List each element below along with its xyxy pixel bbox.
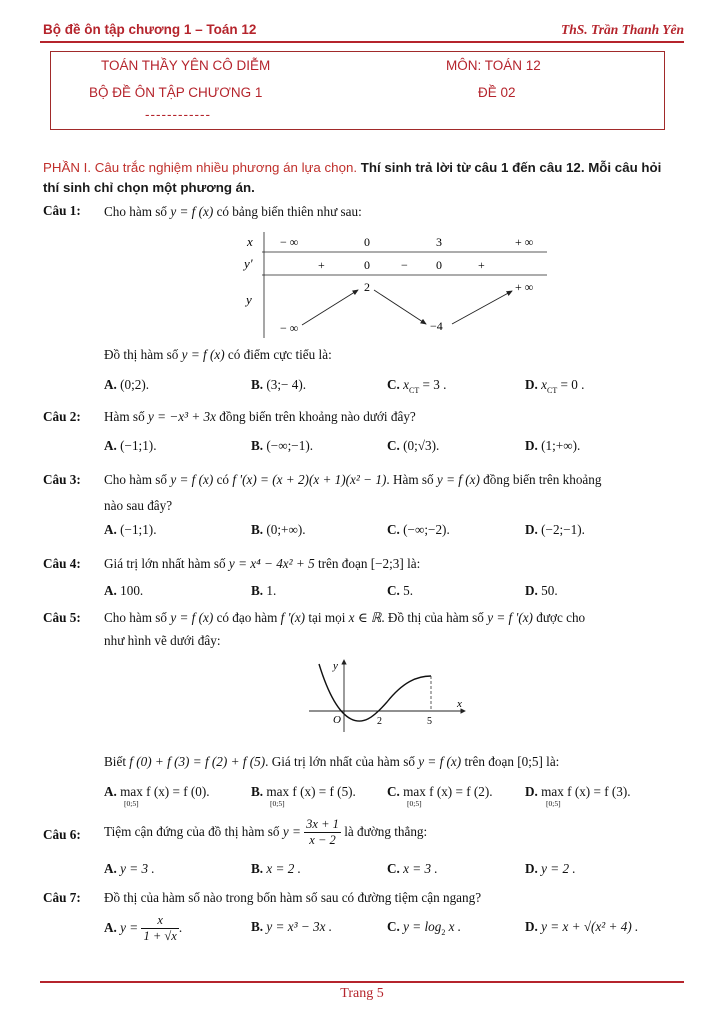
question-6-label: Câu 6: bbox=[43, 827, 81, 842]
vt-sign-3: − bbox=[401, 258, 408, 272]
q5-max-sub-a: [0;5] bbox=[124, 799, 139, 808]
q5-option-a[interactable]: A. max f (x) = f (0). bbox=[104, 784, 210, 799]
vt-x-neg-inf: − ∞ bbox=[280, 235, 299, 249]
q2-option-d[interactable]: D. (1;+∞). bbox=[525, 438, 581, 453]
q1-text-pre: Cho hàm số bbox=[104, 204, 168, 219]
q5-max-sub-b: [0;5] bbox=[270, 799, 285, 808]
vt-y-neg-inf: − ∞ bbox=[280, 321, 299, 335]
graph-x-label: x bbox=[457, 698, 462, 710]
q6-option-a[interactable]: A. y = 3 . bbox=[104, 861, 155, 876]
q6-option-c[interactable]: C. x = 3 . bbox=[387, 861, 438, 876]
vt-yp-label: y' bbox=[244, 256, 253, 271]
question-2-label: Câu 2: bbox=[43, 409, 81, 424]
variation-table bbox=[232, 230, 552, 340]
section-heading bbox=[43, 158, 675, 198]
question-4-text: Giá trị lớn nhất hàm số y = x⁴ − 4x² + 5 trên đoạn [−2;3] là: bbox=[104, 556, 421, 571]
q1-follow-pre: Đồ thị hàm số bbox=[104, 347, 179, 362]
vt-x-0: 0 bbox=[364, 235, 370, 249]
vt-sign-1: + bbox=[318, 258, 325, 272]
q1-option-a[interactable]: A. (0;2). bbox=[104, 377, 150, 392]
vt-y-pos-inf: + ∞ bbox=[515, 280, 534, 294]
q1-follow-math: y = f (x) bbox=[181, 347, 225, 362]
q4-option-d[interactable]: D. 50. bbox=[525, 583, 558, 598]
graph-origin-label: O bbox=[333, 714, 341, 726]
question-5-given: Biết f (0) + f (3) = f (2) + f (5). Giá trị lớn nhất của hàm số y = f (x) trên đoạn [0;5] là: bbox=[104, 754, 560, 769]
q4-option-b[interactable]: B. 1. bbox=[251, 583, 277, 598]
header-divider bbox=[40, 41, 684, 43]
question-6-text: Tiệm cận đứng của đồ thị hàm số y = $\frac{3x + 1}{x - 2}$ là đường thẳng: bbox=[104, 817, 428, 848]
q6-fraction: $\frac{3x + 1}{x - 2}$ bbox=[306, 817, 339, 848]
graph-tick-2: 2 bbox=[377, 716, 382, 727]
q2-option-a[interactable]: A. (−1;1). bbox=[104, 438, 157, 453]
page-number: Trang 5 bbox=[340, 986, 384, 1001]
q7-option-a[interactable]: A. y = $\frac{x}{1 + √x}$ . bbox=[104, 913, 183, 944]
vt-arrow-up-2 bbox=[452, 291, 512, 324]
header-author: ThS. Trần Thanh Yên bbox=[560, 22, 684, 37]
q5-option-d[interactable]: D. max f (x) = f (3). bbox=[525, 784, 631, 799]
vt-sign-5: + bbox=[478, 258, 485, 272]
footer-divider bbox=[40, 981, 684, 983]
info-exam-number: ĐỀ 02 bbox=[478, 85, 516, 100]
q4-option-a[interactable]: A. 100. bbox=[104, 583, 144, 598]
vt-x-pos-inf: + ∞ bbox=[515, 235, 534, 249]
question-7-label: Câu 7: bbox=[43, 890, 81, 905]
q7a-fraction: $\frac{x}{1 + √x}$ bbox=[143, 913, 177, 944]
vt-y-min: −4 bbox=[430, 319, 443, 333]
q5-option-b[interactable]: B. max f (x) = f (5). bbox=[251, 784, 356, 799]
graph-tick-5: 5 bbox=[427, 716, 432, 727]
vt-arrow-up-1 bbox=[302, 290, 358, 325]
vt-y-max: 2 bbox=[364, 280, 370, 294]
info-subject: MÔN: TOÁN 12 bbox=[446, 58, 541, 73]
q5-option-c[interactable]: C. max f (x) = f (2). bbox=[387, 784, 493, 799]
q3-option-d[interactable]: D. (−2;−1). bbox=[525, 522, 585, 537]
q6-option-d[interactable]: D. y = 2 . bbox=[525, 861, 576, 876]
q1-text-post: có bảng biến thiên như sau: bbox=[216, 204, 362, 219]
q5-max-sub-c: [0;5] bbox=[407, 799, 422, 808]
q5-max-sub-d: [0;5] bbox=[546, 799, 561, 808]
graph-y-label: y bbox=[333, 660, 338, 672]
question-2-text: Hàm số y = −x³ + 3x đồng biến trên khoảng nào dưới đây? bbox=[104, 409, 416, 424]
q7-option-b[interactable]: B. y = x³ − 3x . bbox=[251, 919, 333, 934]
info-teacher: TOÁN THẦY YÊN CÔ DIỄM bbox=[101, 58, 271, 73]
q3-option-a[interactable]: A. (−1;1). bbox=[104, 522, 157, 537]
vt-sign-2: 0 bbox=[364, 258, 370, 272]
header-title: Bộ đề ôn tập chương 1 – Toán 12 bbox=[43, 22, 257, 37]
q1-option-b[interactable]: B. (3;− 4). bbox=[251, 377, 307, 392]
q3-option-b[interactable]: B. (0;+∞). bbox=[251, 522, 306, 537]
question-7-text: Đồ thị của hàm số nào trong bốn hàm số sau có đường tiệm cận ngang? bbox=[104, 890, 482, 905]
q6-option-b[interactable]: B. x = 2 . bbox=[251, 861, 301, 876]
question-3-label: Câu 3: bbox=[43, 472, 81, 487]
info-dashes: ------------ bbox=[145, 107, 211, 122]
section-title: PHẦN I. Câu trắc nghiệm nhiều phương án lựa chọn. bbox=[43, 160, 358, 175]
vt-x-label: x bbox=[247, 234, 253, 249]
question-1-followup bbox=[104, 343, 674, 367]
question-4-label: Câu 4: bbox=[43, 556, 81, 571]
vt-x-3: 3 bbox=[436, 235, 442, 249]
q4-option-c[interactable]: C. 5. bbox=[387, 583, 414, 598]
section-instructions: Thí sinh trả lời từ câu 1 đến câu 12. Mỗi câu hỏi thí sinh chỉ chọn một phương án. bbox=[43, 160, 662, 195]
q2-option-c[interactable]: C. (0;√3). bbox=[387, 438, 440, 453]
graph-curve bbox=[319, 664, 431, 721]
vt-arrow-down bbox=[374, 290, 426, 324]
q1-follow-post: có điểm cực tiểu là: bbox=[227, 347, 332, 362]
q2-option-b[interactable]: B. (−∞;−1). bbox=[251, 438, 314, 453]
vt-sign-4: 0 bbox=[436, 258, 442, 272]
q1-option-c[interactable]: C. $x_{CT} = 3$ . bbox=[387, 377, 447, 395]
q1-option-d[interactable]: D. $x_{CT} = 0$ . bbox=[525, 377, 585, 395]
q3-option-c[interactable]: C. (−∞;−2). bbox=[387, 522, 450, 537]
q7-option-d[interactable]: D. y = x + √(x² + 4) . bbox=[525, 919, 639, 934]
question-1-text bbox=[104, 200, 674, 224]
q7-option-c[interactable]: C. $y = \log_2 x$ . bbox=[387, 919, 462, 937]
question-1-label: Câu 1: bbox=[43, 203, 81, 218]
info-title: BỘ ĐỀ ÔN TẬP CHƯƠNG 1 bbox=[89, 85, 263, 100]
question-3-line2: nào sau đây? bbox=[104, 498, 173, 513]
question-5-label: Câu 5: bbox=[43, 610, 81, 625]
info-box bbox=[50, 51, 665, 130]
question-5-line2: như hình vẽ dưới đây: bbox=[104, 633, 221, 648]
question-3-text: Cho hàm số y = f (x) có f '(x) = (x + 2)(x + 1)(x² − 1). Hàm số y = f (x) đồng biến trên khoảng bbox=[104, 472, 602, 487]
q1-math: y = f (x) bbox=[170, 204, 214, 219]
question-5-text: Cho hàm số y = f (x) có đạo hàm f '(x) tại mọi x ∈ ℝ. Đồ thị của hàm số y = f '(x) được cho bbox=[104, 610, 586, 625]
derivative-graph bbox=[305, 652, 475, 734]
vt-y-label: y bbox=[246, 292, 252, 307]
